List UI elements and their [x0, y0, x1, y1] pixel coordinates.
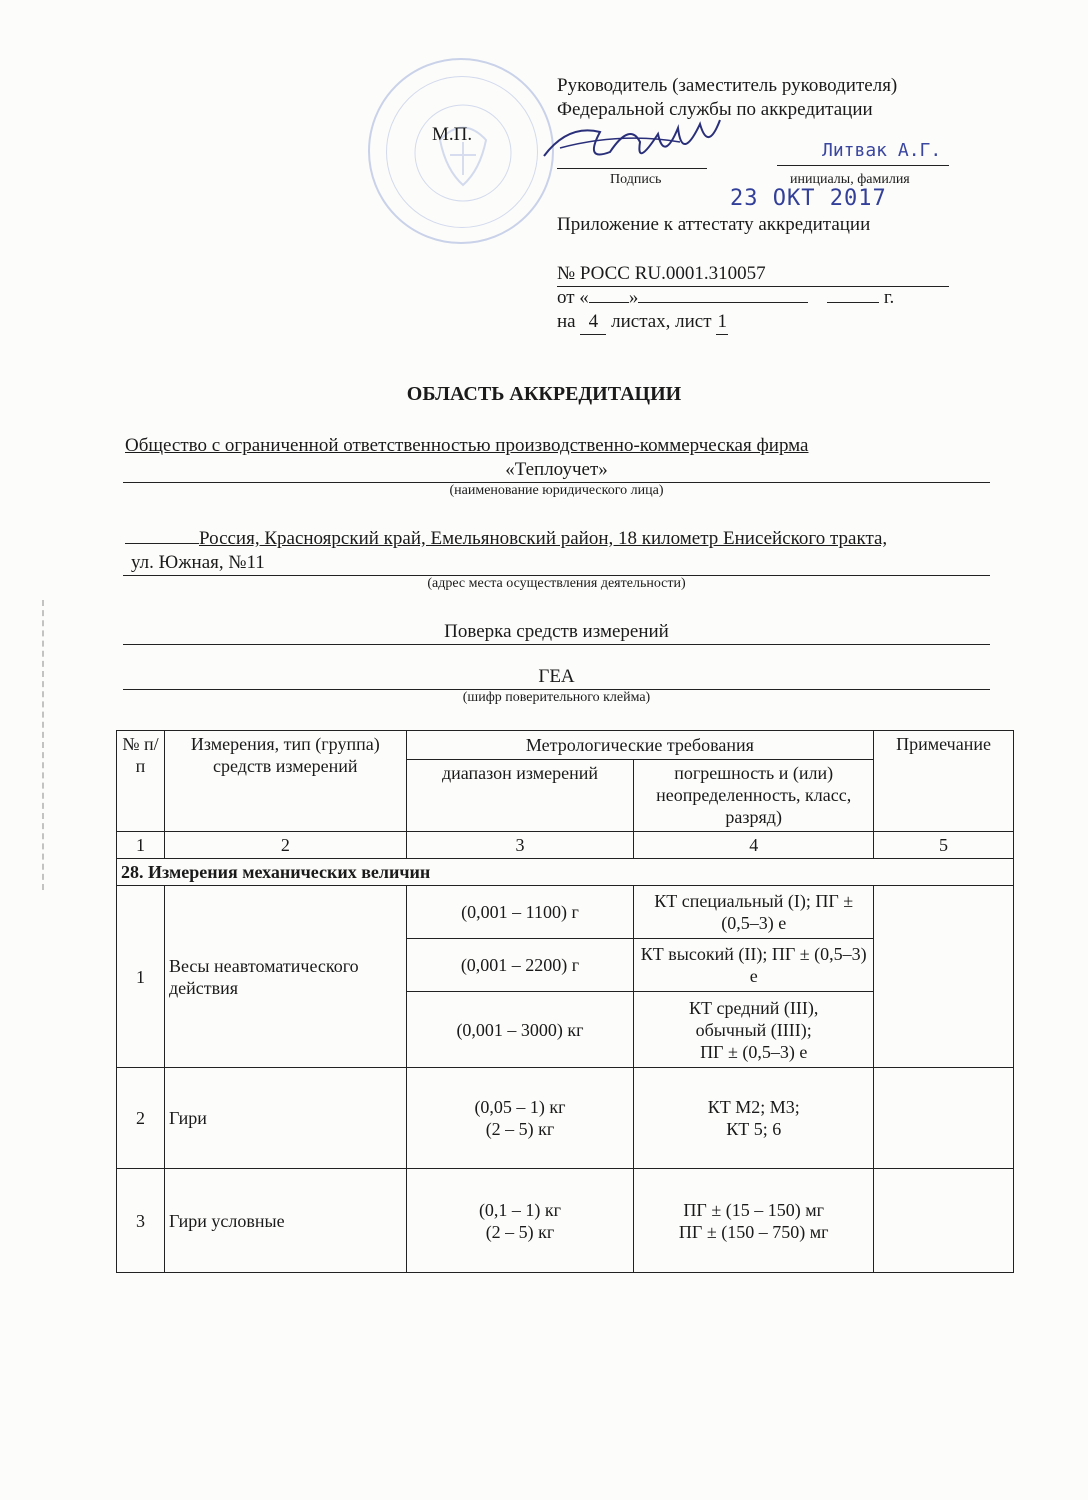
brand-caption: (шифр поверительного клейма): [462, 690, 651, 705]
row1-error-2: КТ высокий (II); ПГ ± (0,5–3) е: [634, 939, 874, 992]
row1-error-1: КТ специальный (I); ПГ ± (0,5–3) е: [634, 886, 874, 939]
appendix-label: Приложение к аттестату аккредитации: [557, 214, 871, 235]
row2-error-line2: КТ 5; 6: [726, 1119, 782, 1139]
row1-type: Весы неавтоматического действия: [164, 886, 406, 1068]
row1-note: [874, 886, 1014, 1068]
row1-range-3: (0,001 – 3000) кг: [406, 992, 634, 1068]
signature-line: [557, 168, 707, 169]
mp-label: М.П.: [432, 124, 473, 145]
date-mid: »: [628, 287, 639, 308]
col-number-5: 5: [874, 832, 1014, 859]
initials-caption: инициалы, фамилия: [790, 172, 910, 187]
org-name-line1: Общество с ограниченной ответственностью производственно-коммерческая фирма: [125, 435, 809, 456]
row3-num: 3: [117, 1169, 165, 1273]
sheets-count: 4: [580, 310, 606, 335]
address-caption: (адрес места осуществления деятельности): [427, 576, 686, 591]
seal-emblem-icon: [370, 60, 556, 246]
sheets-prefix: на: [557, 311, 576, 332]
row2-range-line1: (0,05 – 1) кг: [474, 1097, 566, 1117]
row3-note: [874, 1169, 1014, 1273]
activity-field: Поверка средств измерений: [123, 620, 990, 645]
row3-range-line1: (0,1 – 1) кг: [478, 1199, 562, 1220]
address-line2: ул. Южная, №11: [123, 551, 990, 576]
row1-range-2: (0,001 – 2200) г: [406, 939, 634, 992]
header-metro: Метрологические требования: [406, 731, 873, 760]
sheet-number: 1: [716, 310, 728, 335]
col-number-1: 1: [117, 832, 165, 859]
page-title: ОБЛАСТЬ АККРЕДИТАЦИИ: [406, 383, 682, 405]
initials-handwriting: Литвак А.Г.: [822, 140, 942, 161]
header-num: № п/п: [117, 731, 165, 832]
org-name-caption: (наименование юридического лица): [449, 483, 664, 498]
col-number-2: 2: [164, 832, 406, 859]
row1-error-3-line1: КТ средний (III),: [689, 997, 819, 1018]
row2-error-line1: КТ М2; М3;: [707, 1097, 800, 1117]
col-number-3: 3: [406, 832, 634, 859]
row3-range-line2: (2 – 5) кг: [485, 1221, 555, 1242]
date-prefix: от «: [557, 287, 589, 308]
signature-icon: [540, 112, 725, 174]
row1-error-3-line3: ПГ ± (0,5–3) е: [700, 1041, 808, 1062]
date-line: [557, 286, 952, 310]
row1-range-1: (0,001 – 1100) г: [406, 886, 634, 939]
row2-error: [634, 1068, 874, 1169]
row3-error: [634, 1169, 874, 1273]
date-stamp: 23 ОКТ 2017: [730, 186, 887, 211]
col-number-4: 4: [634, 832, 874, 859]
row3-range: [406, 1169, 634, 1273]
brand-field: ГЕА: [123, 665, 990, 690]
date-suffix: г.: [883, 287, 895, 308]
row1-num: 1: [117, 886, 165, 1068]
binding-mark: [42, 600, 50, 890]
row3-error-line2: ПГ ± (150 – 750) мг: [678, 1221, 829, 1242]
header-type: Измерения, тип (группа) средств измерений: [164, 731, 406, 832]
row3-error-line1: ПГ ± (15 – 150) мг: [683, 1199, 824, 1220]
row2-note: [874, 1068, 1014, 1169]
signature-caption: Подпись: [610, 172, 662, 187]
initials-line: [777, 165, 949, 166]
cert-number: № РОСС RU.0001.310057: [557, 262, 949, 287]
row2-range: [406, 1068, 634, 1169]
row1-error-3-line2: обычный (IIII);: [695, 1019, 812, 1040]
official-seal-stamp: [368, 58, 554, 244]
address-line1-wrap: [125, 527, 989, 551]
head-title-line1: Руководитель (заместитель руководителя): [557, 75, 898, 96]
row2-num: 2: [117, 1068, 165, 1169]
sheets-mid: листах, лист: [611, 311, 712, 332]
header-error: погрешность и (или) неопределенность, класс, разряд): [634, 760, 874, 832]
sheets-line: [557, 310, 728, 335]
header-note: Примечание: [874, 731, 1014, 832]
head-title-line2: Федеральной службы по аккредитации: [557, 99, 873, 120]
row2-type: Гири: [164, 1068, 406, 1169]
accreditation-table: [116, 730, 1014, 1273]
address-line1: Россия, Красноярский край, Емельяновский район, 18 километр Енисейского тракта,: [199, 528, 888, 549]
header-range: диапазон измерений: [406, 760, 634, 832]
row3-type: Гири условные: [164, 1169, 406, 1273]
org-name-line2: «Теплоучет»: [123, 458, 990, 483]
section-title: 28. Измерения механических величин: [117, 859, 1014, 886]
row2-range-line2: (2 – 5) кг: [485, 1119, 555, 1139]
row1-error-3: [634, 992, 874, 1068]
